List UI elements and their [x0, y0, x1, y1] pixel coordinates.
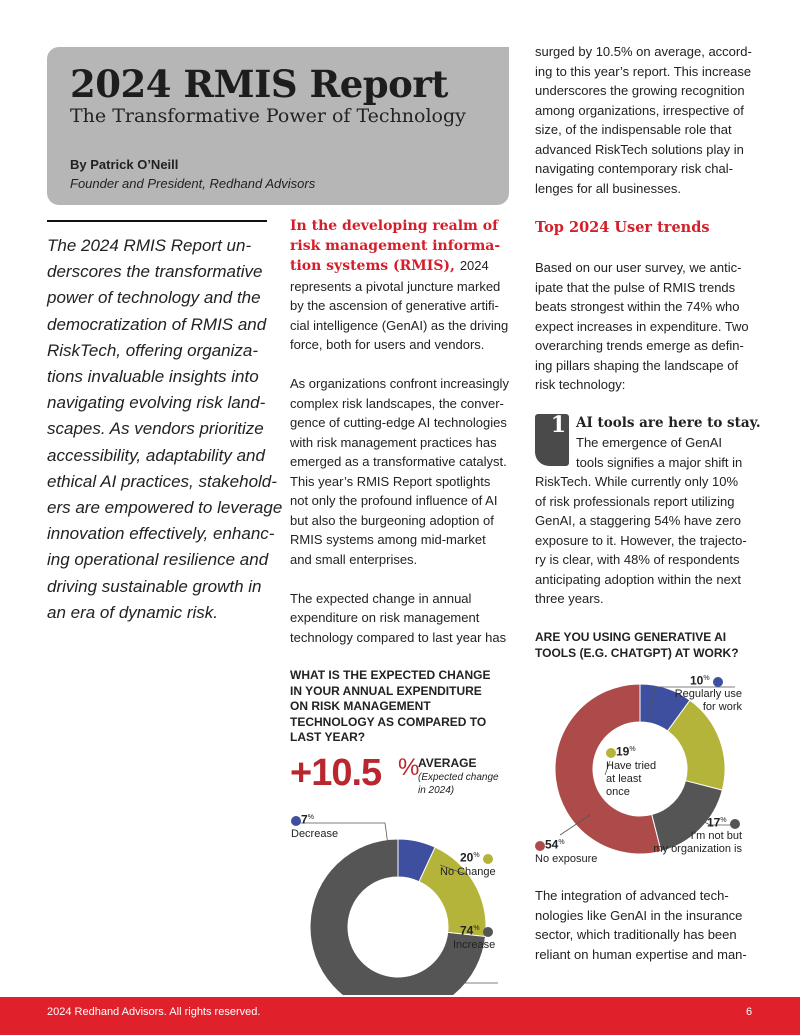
text-line: beats strongest within the 74% who [535, 299, 740, 314]
pull-quote-line: democratization of RMIS and [47, 314, 267, 334]
no-change-value: 20 [460, 850, 474, 865]
text-line: not only the profound influence of AI [290, 493, 498, 508]
footer-copyright: 2024 Redhand Advisors. All rights reserved. [47, 1006, 261, 1018]
org-dot [730, 819, 740, 829]
text-line: Based on our user survey, we antic- [535, 260, 742, 275]
text-line: anticipating adoption within the next [535, 571, 741, 587]
tried-value: 19 [616, 744, 630, 759]
text-line: and small enterprises. [290, 551, 418, 567]
pull-quote-line: RiskTech, offering organiza- [47, 340, 259, 360]
right-column-top [535, 42, 760, 198]
chart-expenditure-title [290, 668, 490, 746]
no-exposure-text: No exposure [535, 852, 598, 865]
middle-paragraph-2 [290, 374, 515, 569]
pull-quote-line: scapes. As vendors prioritize [47, 419, 264, 439]
average-label: AVERAGE [418, 756, 477, 770]
pull-quote-line: derscores the transformative [47, 262, 263, 282]
regularly-text: Regularly use for work [674, 688, 742, 713]
text-line: The integration of advanced tech- [535, 888, 729, 903]
text-line: technology compared to last year has [290, 629, 507, 645]
average-value: +10.5 [290, 752, 382, 794]
closing-paragraph [535, 886, 747, 964]
report-subtitle: The Transformative Power of Technology [70, 105, 466, 127]
page-number: 6 [746, 1006, 753, 1018]
pull-quote-line: ing operational resilience and [47, 550, 269, 570]
org-value: 17 [707, 815, 721, 830]
tried-dot [606, 748, 616, 758]
text-line: three years. [535, 591, 604, 606]
text-line: exposure to it. However, the trajecto- [535, 532, 747, 548]
text-line: ing to this year’s report. This increase [535, 63, 752, 79]
text-line: RMIS systems among mid-market [290, 532, 486, 547]
text-line: cial intelligence (GenAI) as the driving [290, 317, 509, 333]
label-no-change: 20% No Change [440, 850, 496, 878]
text-line: expect increases in expenditure. Two [535, 318, 749, 334]
text-line: The expected change in annual [290, 590, 472, 606]
trend-lead-lines [576, 433, 742, 472]
chart-genai-title [535, 630, 739, 661]
pull-quote-line: innovation effectively, enhanc- [47, 524, 275, 544]
pull-quote-line: tions invaluable insights into [47, 367, 259, 387]
pull-quote-line: navigating evolving risk land- [47, 393, 266, 413]
chart-title-line: IN YOUR ANNUAL EXPENDITURE [290, 683, 482, 698]
middle-column [290, 217, 515, 647]
text-line: size, of the indispensable role that [535, 122, 732, 137]
author-name: By Patrick O’Neill [70, 157, 179, 172]
chart-title-line: WHAT IS THE EXPECTED CHANGE [290, 668, 491, 682]
label-org: 17% [707, 814, 740, 831]
pull-quote-line: ers are empowered to leverage [47, 498, 283, 518]
pull-quote-line: power of technology and the [47, 288, 261, 308]
pull-quote-line: driving sustainable growth in [47, 576, 262, 596]
text-line: RiskTech. While currently only 10% [535, 474, 739, 489]
text-line: lenges for all businesses. [535, 180, 681, 196]
label-regularly-use: 10% [690, 672, 723, 689]
text-line: with risk management practices has [290, 434, 497, 450]
text-line: risk technology: [535, 377, 626, 392]
middle-paragraph-3 [290, 589, 515, 648]
no-exposure-value: 54 [545, 837, 559, 852]
text-line: represents a pivotal juncture marked [290, 278, 501, 294]
text-line: navigating contemporary risk chal- [535, 161, 733, 176]
text-line: surged by 10.5% on average, accord- [535, 44, 752, 59]
increase-dot [483, 927, 493, 937]
report-title: 2024 RMIS Report [70, 62, 448, 106]
text-line: underscores the growing recognition [535, 83, 745, 98]
org-text: I’m not but my organization is [653, 830, 742, 855]
middle-paragraph-1 [290, 277, 515, 355]
chart-title-line: LAST YEAR? [290, 730, 366, 744]
chart-title-line: TOOLS (E.G. CHATGPT) AT WORK? [535, 645, 739, 660]
no-change-dot [483, 854, 493, 864]
text-line: advanced RiskTech solutions play in [535, 141, 744, 157]
text-line: but also the burgeoning adoption of [290, 512, 494, 528]
decrease-dot [291, 816, 301, 826]
trends-intro [535, 258, 760, 395]
chart-title-line: ON RISK MANAGEMENT [290, 699, 431, 713]
text-line: ipate that the pulse of RMIS trends [535, 279, 736, 295]
text-line: of risk professionals report utilizing [535, 493, 735, 509]
text-line: force, both for users and vendors. [290, 337, 485, 352]
text-line: This year’s RMIS Report spotlights [290, 473, 491, 489]
section-title: Top 2024 User trends [535, 219, 710, 236]
text-line: complex risk landscapes, the conver- [290, 395, 504, 411]
pull-quote-line: accessibility, adaptability and [47, 445, 265, 465]
text-line: overarching trends emerge as defin- [535, 338, 744, 353]
pull-quote-line: The 2024 RMIS Report un- [47, 236, 252, 255]
regularly-value: 10 [690, 673, 704, 688]
text-line: sector, which traditionally has been [535, 927, 737, 942]
text-line: The emergence of GenAI [576, 435, 722, 450]
text-line: reliant on human expertise and man- [535, 946, 747, 962]
text-line: ing pillars shaping the landscape of [535, 357, 739, 373]
pull-quote-line: ethical AI practices, stakehold- [47, 471, 277, 491]
label-decrease: 7% Decrease [291, 812, 339, 840]
no-change-text: No Change [440, 865, 496, 878]
chart-title-line: ARE YOU USING GENERATIVE AI [535, 630, 727, 644]
text-line: As organizations confront increasingly [290, 376, 509, 391]
average-percent-sign: % [398, 754, 420, 781]
label-no-exposure: 54% No exposure [535, 837, 598, 865]
pull-quote [47, 233, 283, 626]
increase-text: Increase [453, 938, 496, 951]
pull-quote-rule [47, 220, 267, 222]
decrease-value: 7 [301, 812, 308, 827]
text-line: by the ascension of generative artifi- [290, 298, 499, 313]
average-note: (Expected change in 2024) [418, 772, 499, 796]
text-line: tools signifies a major shift in [576, 454, 743, 470]
trend-number-badge: 1 [535, 414, 569, 466]
no-exposure-dot [535, 841, 545, 851]
chart-title-line: TECHNOLOGY AS COMPARED TO [290, 714, 487, 729]
text-line: gence of cutting-edge AI technologies [290, 415, 507, 430]
text-line: expenditure on risk management [290, 610, 480, 625]
label-increase: 74% Increase [453, 923, 496, 951]
author-role: Founder and President, Redhand Advisors [70, 176, 316, 191]
increase-value: 74 [460, 923, 474, 938]
trend-paragraph [535, 472, 747, 609]
lead-heading: In the developing realm of risk management informa- tion systems (RMIS), 2024 [290, 218, 501, 274]
decrease-text: Decrease [291, 827, 339, 840]
pull-quote-line: an era of dynamic risk. [47, 602, 219, 622]
label-have-tried: 19% Have tried at least once [606, 744, 657, 798]
text-line: GenAI, a staggering 54% have zero [535, 513, 741, 528]
text-line: among organizations, irrespective of [535, 102, 744, 118]
text-line: emerged as a transformative catalyst. [290, 454, 507, 469]
text-line: ry is clear, with 48% of respondents [535, 552, 740, 567]
trend-title: AI tools are here to stay. [576, 415, 761, 431]
regularly-dot [713, 677, 723, 687]
text-line: nologies like GenAI in the insurance [535, 907, 743, 923]
